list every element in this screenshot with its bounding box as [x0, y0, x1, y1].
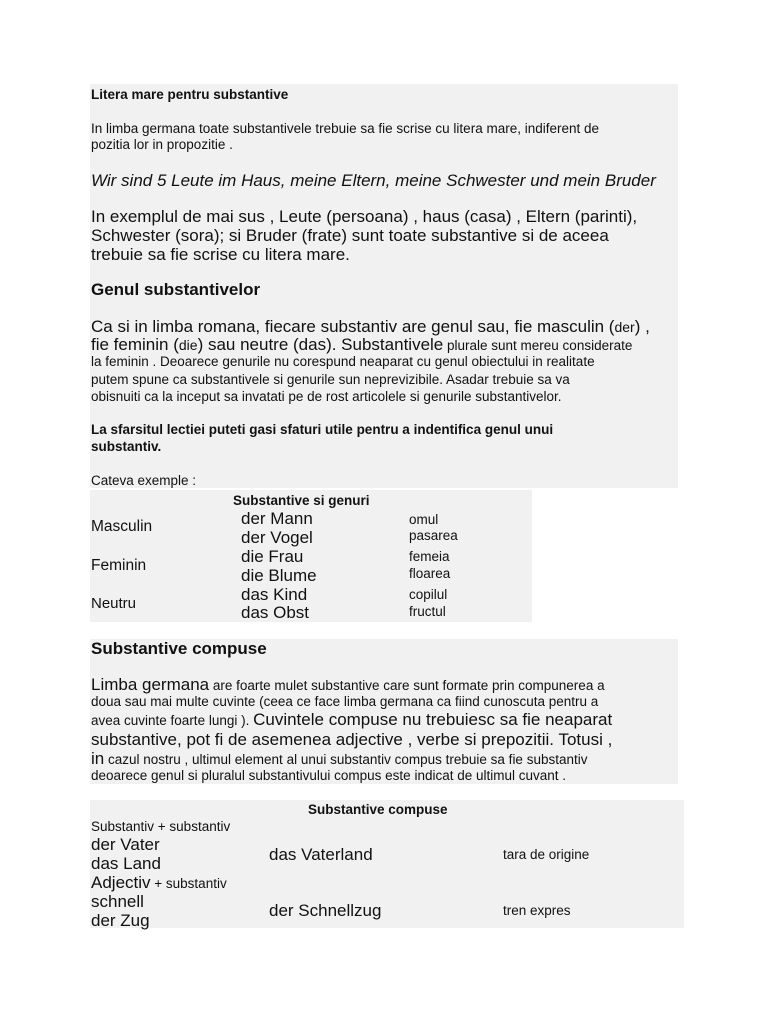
paragraph-line: Schwester (sora); si Bruder (frate) sunt toate substantive si de aceea: [91, 226, 609, 245]
noun-word: der Vogel: [241, 528, 313, 547]
text-run: ) sau neutre (das). Substantivele: [197, 335, 444, 354]
compound-meaning: tren expres: [503, 903, 571, 918]
gender-neutru: Neutru: [91, 595, 137, 612]
noun-word: der Mann: [241, 509, 313, 528]
text-run: avea cuvinte foarte lungi ).: [91, 713, 254, 728]
text-run: cazul nostru , ultimul element al unui substantiv compus trebuie sa fie substantiv: [104, 752, 588, 767]
example-sentence: Wir sind 5 Leute im Haus, meine Eltern, meine Schwester und mein Bruder: [91, 171, 656, 190]
text-run: plurale sunt mereu considerate: [443, 338, 633, 353]
noun-word: das Kind: [241, 585, 308, 604]
gender-masculin: Masculin: [91, 518, 153, 535]
paragraph-line: [91, 711, 612, 729]
paragraph-line: substantive, pot fi de asemenea adjective , verbe si prepozitii. Totusi ,: [91, 730, 613, 749]
noun-meaning: omul: [409, 512, 439, 527]
noun-meaning: floarea: [409, 566, 451, 581]
text-run: + substantiv: [150, 876, 227, 891]
compound-part: das Land: [91, 854, 161, 873]
compound-part: der Zug: [91, 911, 150, 930]
noun-word: die Frau: [241, 547, 304, 566]
noun-meaning: pasarea: [409, 528, 458, 543]
compound-part: der Vater: [91, 835, 160, 854]
noun-meaning: femeia: [409, 549, 450, 564]
compound-meaning: tara de origine: [503, 847, 590, 862]
paragraph-line: pozitia lor in propozitie .: [91, 137, 233, 152]
text-run: ) ,: [634, 317, 650, 336]
paragraph-line: [91, 750, 587, 768]
text-run: Cuvintele compuse nu trebuiesc sa fie neaparat: [253, 710, 613, 729]
compound-rule-header: [91, 873, 227, 894]
paragraph-line: trebuie sa fie scrise cu litera mare.: [91, 245, 350, 264]
noun-word: das Obst: [241, 603, 310, 622]
text-run: Ca si in limba romana, fiecare substantiv are genul sau, fie masculin (: [91, 317, 615, 336]
noun-meaning: copilul: [409, 587, 448, 602]
gender-feminin: Feminin: [91, 557, 147, 574]
compound-rule-header: Substantiv + substantiv: [91, 819, 231, 834]
compound-part: schnell: [91, 892, 144, 911]
tip-note: La sfarsitul lectiei puteti gasi sfaturi utile pentru a indentifica genul unui: [91, 422, 554, 437]
paragraph-line: putem spune ca substantivele si genurile sun neprevizibile. Asadar trebuie sa va: [91, 372, 570, 387]
paragraph-line: deoarece genul si pluralul substantivului compus este indicat de ultimul cuvant .: [91, 768, 567, 783]
text-run: are foarte mulet substantive care sunt formate prin compunerea a: [209, 678, 605, 693]
section-title-gender: Genul substantivelor: [91, 280, 261, 299]
table1-title: Substantive si genuri: [233, 493, 370, 508]
paragraph-line: In limba germana toate substantivele trebuie sa fie scrise cu litera mare, indiferent de: [91, 121, 600, 136]
examples-label: Cateva exemple :: [91, 473, 197, 488]
table2-title: Substantive compuse: [308, 802, 448, 817]
compound-result: das Vaterland: [269, 845, 373, 864]
article-die: die: [178, 337, 198, 353]
text-run: fie feminin (: [91, 335, 179, 354]
paragraph-line: In exemplul de mai sus , Leute (persoana) , haus (casa) , Eltern (parinti),: [91, 207, 638, 226]
text-run: in: [91, 749, 105, 768]
paragraph-line: la feminin . Deoarece genurile nu corespund neaparat cu genul obiectului in realitate: [91, 354, 595, 369]
paragraph-line: [91, 317, 650, 337]
section-title-compound: Substantive compuse: [91, 639, 267, 658]
text-run: Adjectiv: [91, 873, 151, 892]
noun-word: die Blume: [241, 566, 317, 585]
text-run: Limba germana: [91, 675, 210, 694]
compound-result: der Schnellzug: [269, 901, 382, 920]
tip-note: substantiv.: [91, 439, 162, 454]
article-der: der: [614, 319, 635, 335]
noun-meaning: fructul: [409, 604, 446, 619]
paragraph-line: obisnuiti ca la inceput sa invatati pe de rost articolele si genurile substantivelor.: [91, 389, 562, 404]
paragraph-line: doua sau mai multe cuvinte (ceea ce face limba germana ca fiind cunoscuta pentru a: [91, 694, 599, 709]
section-title-capital-letter: Litera mare pentru substantive: [91, 87, 289, 102]
